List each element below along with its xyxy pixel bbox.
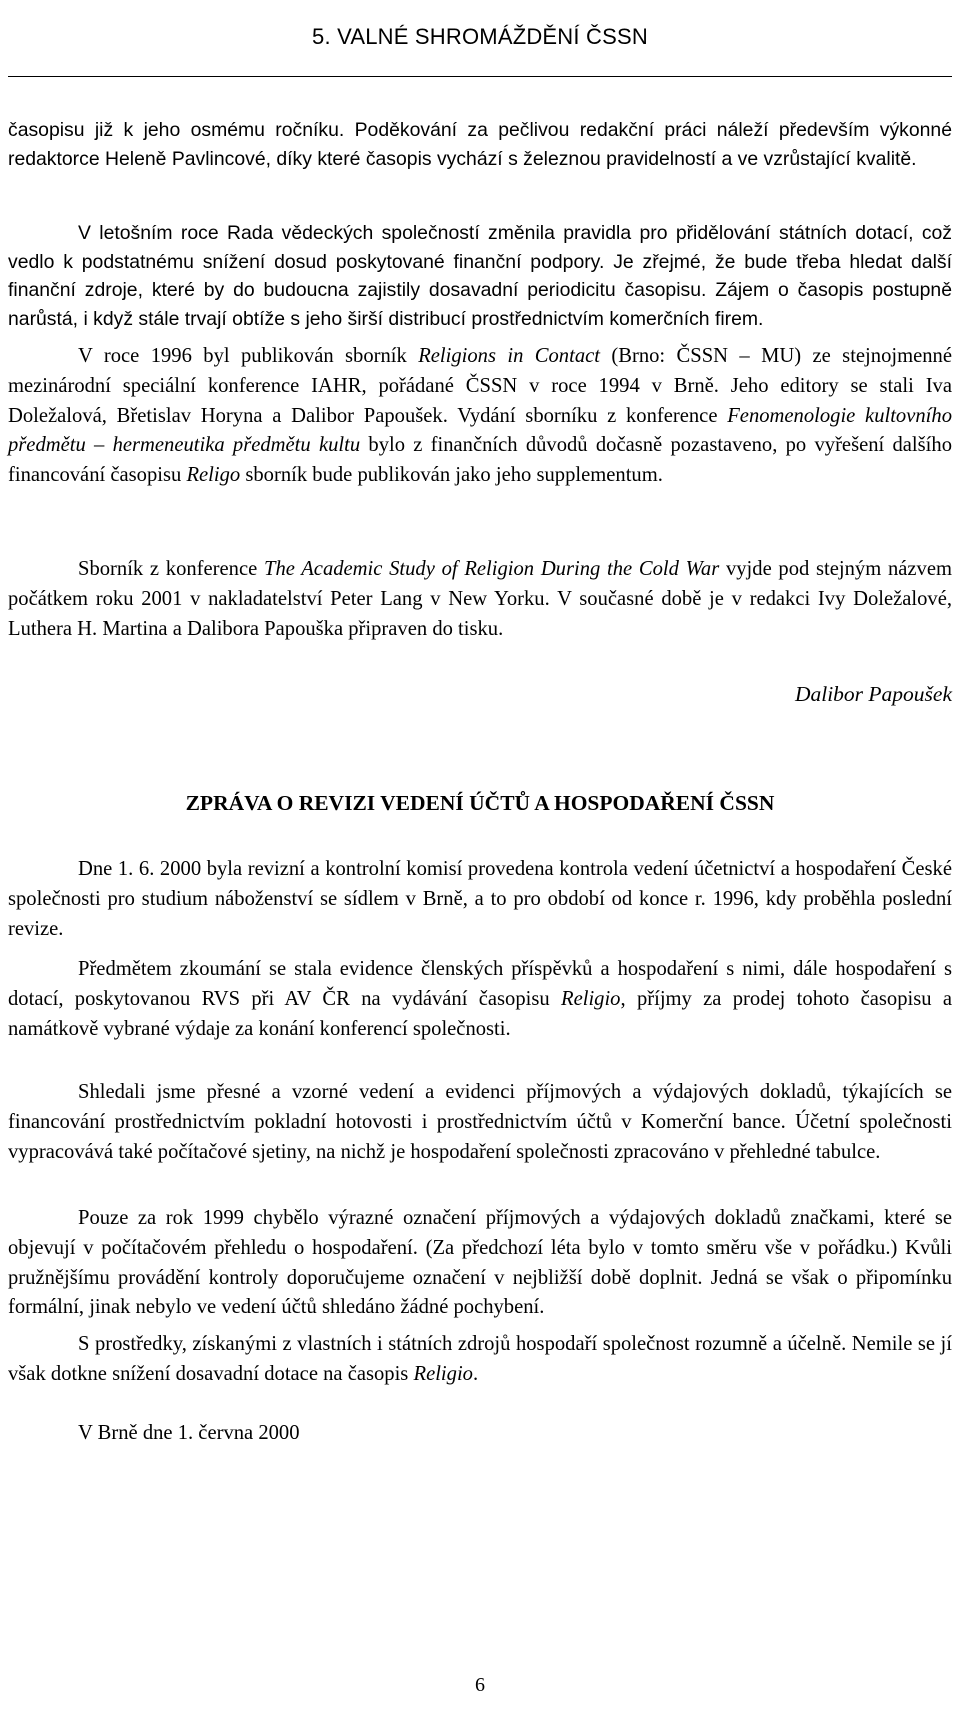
p6-text-c: , příjmy za prodej tohoto časopisu a namátkově vybrané výdaje za konání konferencí společnosti. bbox=[8, 987, 952, 1040]
p9-text-a: S prostředky, získanými z vlastních i státních zdrojů hospodaří společnost rozumně a účelně. Nemile se jí však dotkne snížení dosavadní dotace na časopis bbox=[8, 1333, 952, 1385]
page-number: 6 bbox=[475, 1674, 485, 1696]
p9-journal-name: Religio bbox=[413, 1362, 473, 1385]
p4-text-c: vyjde pod stejným názvem počátkem roku 2001 v nakladatelství Peter Lang v New Yorku. V současné době je v redakci Ivy Doležalové, Luthera H. Martina a Dalibora Papouška připraven do tisku. bbox=[8, 558, 952, 640]
running-header: 5. VALNÉ SHROMÁŽDĚNÍ ČSSN bbox=[312, 24, 648, 49]
p4-text-a: Sborník z konference bbox=[78, 558, 264, 580]
p3-book-title: Religions in Contact bbox=[418, 345, 600, 367]
p3-text-c: (Brno: ČSSN – MU) ze stejnojmenné mezinárodní speciální konference IAHR, pořádané ČSSN v roce 1994 v Brně. Jeho editory se stali Iva Doležalová, Břetislav Horyna a Dalibor Papoušek. Vydání sborníku z konference bbox=[8, 345, 952, 427]
p9-text-c: . bbox=[472, 1362, 479, 1385]
paragraph-findings: Shledali jsme přesné a vzorné vedení a evidenci příjmových a výdajových dokladů, týkajících se financování prostřednictvím pokladní hotovosti i prostřednictvím účtů v Komerční bance. Účetní společnosti vypracovává také počítačové sjetiny, na nichž je hospodaření společnosti zpracováno v přehledné tabulce. bbox=[8, 1081, 952, 1163]
paragraph-revision-date: Dne 1. 6. 2000 byla revizní a kontrolní komisí provedena kontrola vedení účetnictví a hospodaření České společnosti pro studium náboženství se sídlem v Brně, a to pro období od konce r. 1996, kdy proběhla poslední revize. bbox=[8, 858, 952, 940]
paragraph-cold-war bbox=[8, 555, 952, 644]
paragraph-proceedings bbox=[8, 342, 952, 491]
p3-text-e: bylo z finančních důvodů dočasně pozastaveno, po vyřešení dalšího financování časopisu bbox=[8, 434, 952, 487]
p6-text-a: Předmětem zkoumání se stala evidence členských příspěvků a hospodaření s nimi, dále hospodaření s dotací, poskytovanou RVS při AV ČR na vydávání časopisu bbox=[8, 958, 952, 1010]
signature: Dalibor Papoušek bbox=[794, 682, 952, 706]
dateline: V Brně dne 1. června 2000 bbox=[78, 1422, 300, 1444]
p3-conference-title: Fenomenologie kultovního předmětu – hermeneutika předmětu kultu bbox=[8, 404, 952, 457]
p3-text-a: V roce 1996 byl publikován sborník bbox=[78, 345, 419, 367]
p6-journal-name: Religio bbox=[561, 987, 621, 1010]
header-rule bbox=[8, 76, 952, 77]
paragraph-conclusion bbox=[8, 1330, 952, 1390]
paragraph-continuation: časopisu již k jeho osmému ročníku. Poděkování za pečlivou redakční práci náleží především výkonné redaktorce Heleně Pavlincové, díky které časopis vychází s železnou pravidelností a ve vzrůstající kvalitě. bbox=[8, 119, 952, 170]
section-title: ZPRÁVA O REVIZI VEDENÍ ÚČTŮ A HOSPODAŘENÍ ČSSN bbox=[185, 791, 775, 815]
paragraph-dotations: V letošním roce Rada vědeckých společností změnila pravidla pro přidělování státních dotací, což vedlo k podstatnému snížení dosud poskytované finanční podpory. Je zřejmé, že bude třeba hledat další finanční zdroje, které by do budoucna zajistily dosavadní periodicitu časopisu. Zájem o časopis postupně narůstá, i když stále trvají obtíže s jeho širší distribucí prostřednictvím komerčních firem. bbox=[8, 222, 952, 330]
paragraph-1999: Pouze za rok 1999 chybělo výrazné označení příjmových a výdajových dokladů značkami, které se objevují v počítačovém přehledu o hospodaření. (Za předchozí léta bylo v tomto směru vše v pořádku.) Kvůli pružnějšímu provádění kontroly doporučujeme označení v nejbližší době doplnit. Jedná se však o připomínku formální, jinak nebylo ve vedení účtů shledáno žádné pochybení. bbox=[8, 1207, 952, 1319]
paragraph-subject bbox=[8, 955, 952, 1044]
p3-text-g: sborník bude publikován jako jeho supplementum. bbox=[240, 464, 663, 487]
p4-book-title: The Academic Study of Religion During the Cold War bbox=[263, 558, 720, 580]
p3-journal-name: Religo bbox=[186, 464, 241, 487]
